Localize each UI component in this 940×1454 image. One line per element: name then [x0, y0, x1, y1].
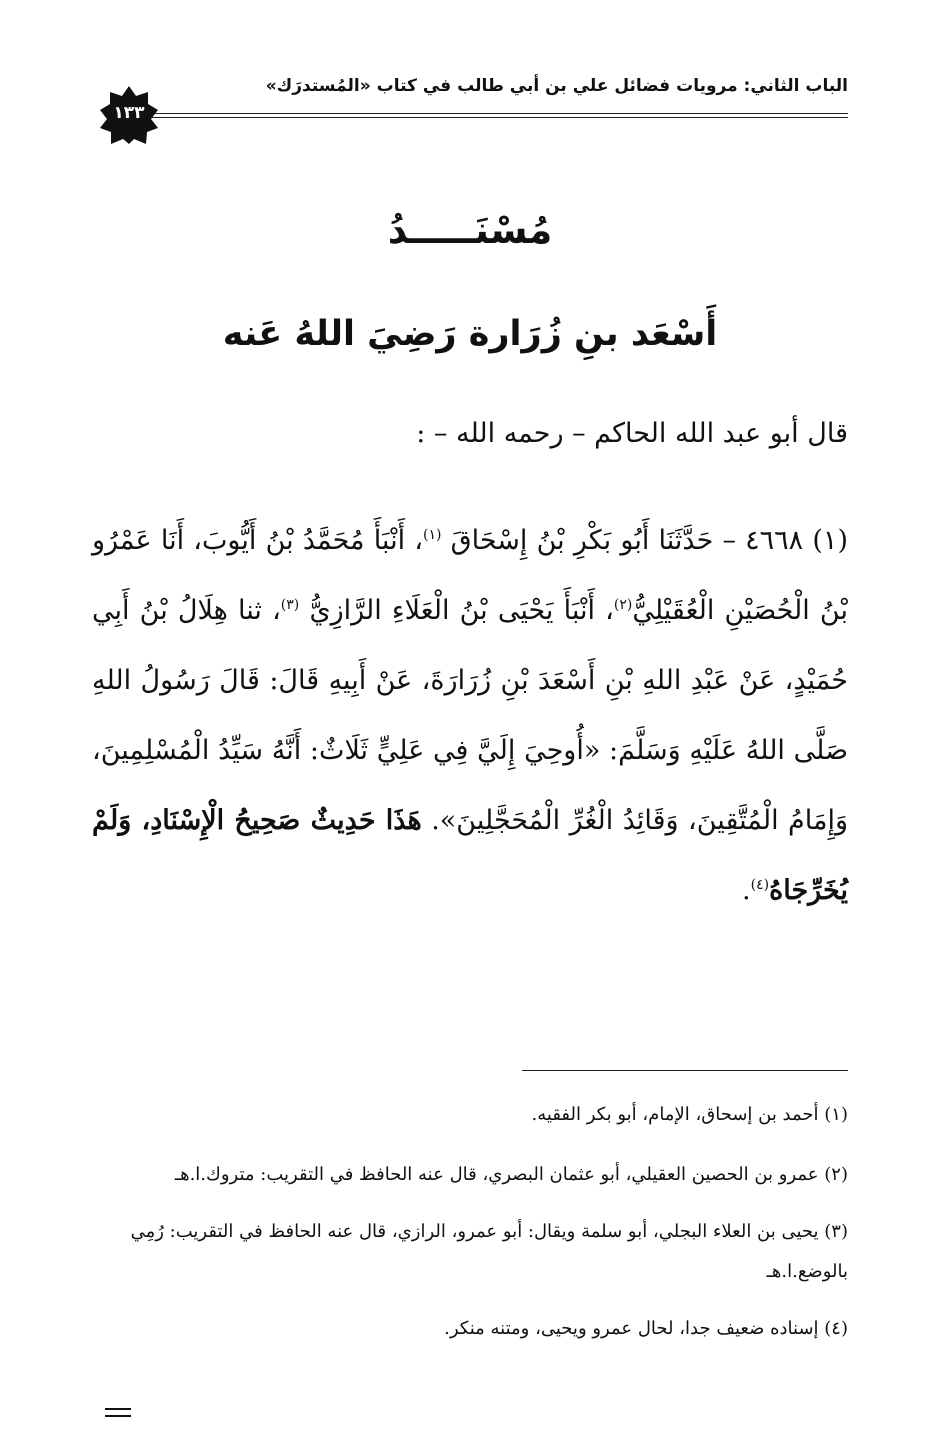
hadith-segment: ، أَنْبَأَ مُحَمَّدُ بْنُ أَيُّوبَ، أَنَا عَمْرُو بْنُ الْحُصَيْنِ الْعُقَيْلِيُّ — [92, 525, 848, 626]
footnote-ref-1: (١) — [423, 527, 442, 543]
footnotes — [92, 1092, 848, 1366]
hadith-segment: ، أَنْبَأَ يَحْيَى بْنُ الْعَلَاءِ الرَّازِيُّ — [309, 595, 614, 626]
companion-heading: أَسْعَد بنِ زُرَارة رَضِيَ اللهُ عَنه — [222, 314, 718, 354]
hadith-text — [92, 506, 848, 926]
page-number-badge — [100, 86, 158, 144]
intro-line: قال أبو عبد الله الحاكم – رحمه الله – : — [416, 418, 848, 449]
footnote-2: (٢) عمرو بن الحصين العقيلي، أبو عثمان البصري، قال عنه الحافظ في التقريب: متروك.ا.هـ — [174, 1164, 848, 1185]
footnote-ref-4: (٤) — [750, 877, 770, 893]
hadith-segment: (١) ٤٦٦٨ – حَدَّثَنَا أَبُو بَكْرِ بْنُ إِسْحَاقَ — [450, 525, 848, 556]
end-mark — [105, 1408, 131, 1420]
footnote-divider — [522, 1070, 848, 1071]
hadith-segment: ، ثنا هِلَالُ بْنُ أَبِي حُمَيْدٍ، عَنْ عَبْدِ اللهِ بْنِ أَسْعَدَ بْنِ زُرَارَةَ، عَنْ أَبِيهِ قَالَ: قَالَ رَسُولُ اللهِ صَلَّى اللهُ عَلَيْهِ وَسَلَّمَ: «أُوحِيَ إِلَيَّ فِي عَلِيٍّ ثَلَاثٌ: أَنَّهُ سَيِّدُ الْمُسْلِمِينَ، وَإِمَامُ الْمُتَّقِينَ، وَقَائِدُ الْغُرِّ الْمُحَجَّلِينَ». — [92, 595, 849, 836]
footnote-3: (٣) يحيى بن العلاء البجلي، أبو سلمة ويقال: أبو عمرو، الرازي، قال عنه الحافظ في التقريب: رُمِي بالوضع.ا.هـ — [130, 1221, 848, 1282]
footnote-1: (١) أحمد بن إسحاق، الإمام، أبو بكر الفقيه. — [531, 1104, 848, 1125]
hadith-end: . — [742, 875, 751, 906]
running-header: الباب الثاني: مرويات فضائل علي بن أبي طالب في كتاب «المُستدرَك» — [265, 76, 848, 96]
section-title: مُسْنَـــــدُ — [387, 208, 553, 252]
page-number: ١٣٣ — [113, 103, 145, 123]
footnote-ref-3: (٣) — [280, 597, 300, 613]
footnote-4: (٤) إسناده ضعيف جدا، لحال عمرو ويحيى، ومتنه منكر. — [444, 1318, 848, 1339]
header-rule — [140, 113, 848, 118]
footnote-ref-2: (٢) — [613, 597, 633, 613]
hadith-verdict: هَذَا حَدِيثٌ صَحِيحُ الْإِسْنَادِ، وَلَمْ يُخَرِّجَاهُ — [92, 805, 848, 906]
